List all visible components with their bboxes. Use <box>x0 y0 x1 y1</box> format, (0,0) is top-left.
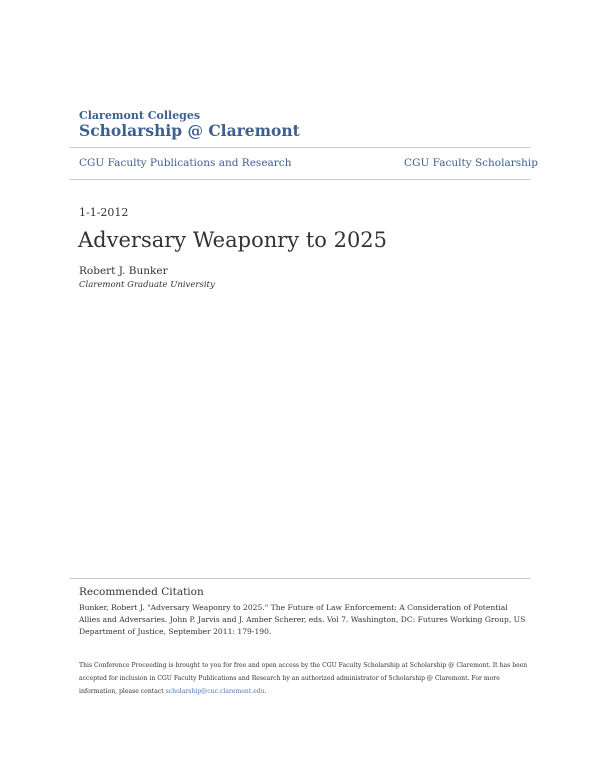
notice-end: . <box>264 688 267 695</box>
notice-text: This Conference Proceeding is brought to you for free and open access by the CGU Faculty Scholarship at Scholarship @ Claremont. It has been accepted for inclusion in CGU Faculty Publications and Research by an authorized administrator of Scholarship @ Claremont. For more information, please contact <box>79 662 528 695</box>
divider <box>70 147 530 148</box>
author-name: Robert J. Bunker <box>79 265 168 277</box>
collection-link-left[interactable]: CGU Faculty Publications and Research <box>79 157 292 169</box>
org-name: Claremont Colleges <box>79 109 201 122</box>
citation-heading: Recommended Citation <box>79 586 204 598</box>
divider <box>70 578 530 579</box>
divider <box>70 179 530 180</box>
collection-link-right[interactable]: CGU Faculty Scholarship <box>404 157 538 169</box>
author-affiliation: Claremont Graduate University <box>79 280 215 290</box>
repository-name[interactable]: Scholarship @ Claremont <box>79 121 300 140</box>
publication-date: 1-1-2012 <box>79 206 129 219</box>
access-notice <box>79 659 529 698</box>
document-title: Adversary Weaponry to 2025 <box>78 228 388 252</box>
citation-text: Bunker, Robert J. "Adversary Weaponry to 2025." The Future of Law Enforcement: A Consideration of Potential Allies and Adversaries. John P. Jarvis and J. Amber Scherer, eds. Vol 7. Washington, DC: Futures Working Group, US Department of Justice, September 2011: 179-190. <box>79 603 526 636</box>
contact-email-link[interactable]: scholarship@cuc.claremont.edu <box>165 688 265 695</box>
